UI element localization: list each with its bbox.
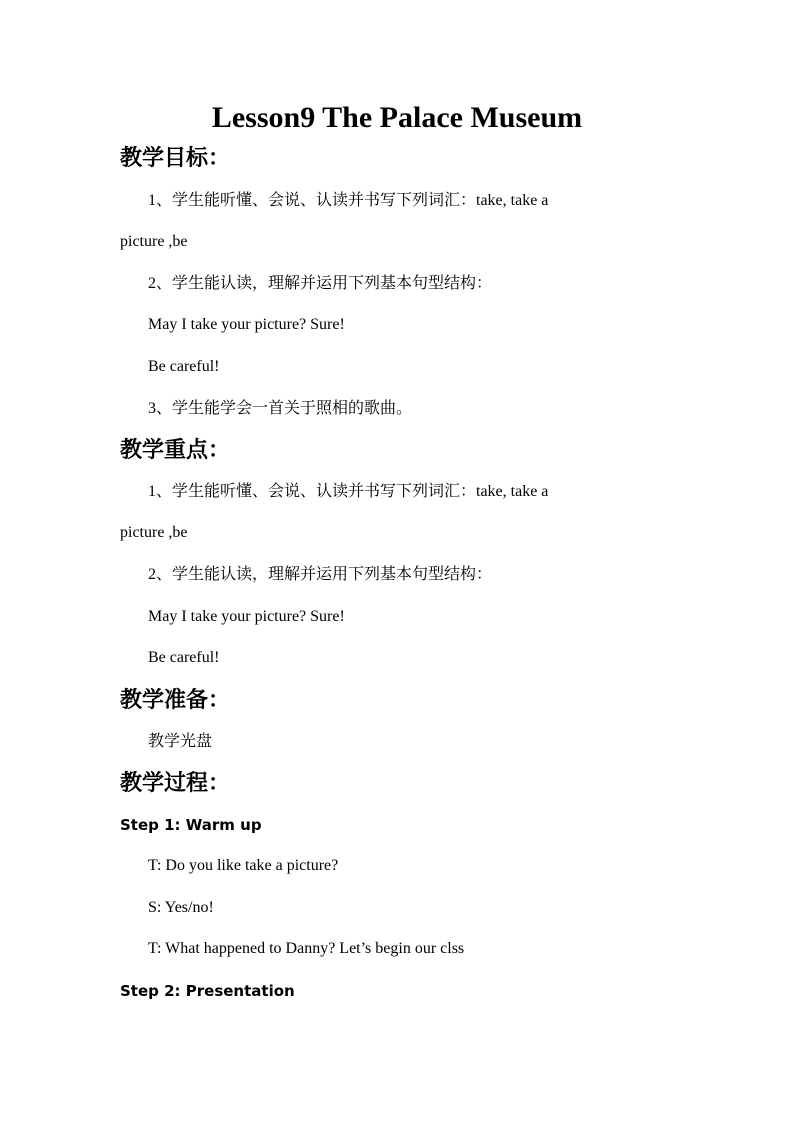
objectives-item-1-line-2: picture ,be [120,233,188,250]
objectives-item-3: 3、学生能学会一首关于照相的歌曲。 [148,400,413,417]
step-1-line-2: S: Yes/no! [148,899,214,916]
key-points-item-1-line-1: 1、学生能听懂、会说、认读并书写下列词汇：take, take a [148,483,549,500]
key-points-item-1-line-2: picture ,be [120,524,188,541]
objectives-sentence-1: May I take your picture? Sure! [148,316,345,333]
key-points-item-2: 2、学生能认读，理解并运用下列基本句型结构： [148,566,493,583]
preparation-item: 教学光盘 [148,733,213,750]
objectives-item-2: 2、学生能认读，理解并运用下列基本句型结构： [148,275,493,292]
document-title: Lesson9 The Palace Museum [211,101,583,134]
process-heading: 教学过程： [120,771,231,796]
objectives-sentence-2: Be careful! [148,358,220,375]
objectives-heading: 教学目标： [120,146,231,171]
key-points-sentence-2: Be careful! [148,649,220,666]
key-points-sentence-1: May I take your picture? Sure! [148,608,345,625]
step-1-line-3: T: What happened to Danny? Let’s begin our clss [148,940,465,957]
key-points-heading: 教学重点： [120,438,231,463]
preparation-heading: 教学准备： [120,688,231,713]
step-2-title: Step 2: Presentation [120,982,295,1000]
step-1-title: Step 1: Warm up [120,816,262,834]
objectives-item-1-line-1: 1、学生能听懂、会说、认读并书写下列词汇：take, take a [148,192,549,209]
step-1-line-1: T: Do you like take a picture? [148,857,339,874]
